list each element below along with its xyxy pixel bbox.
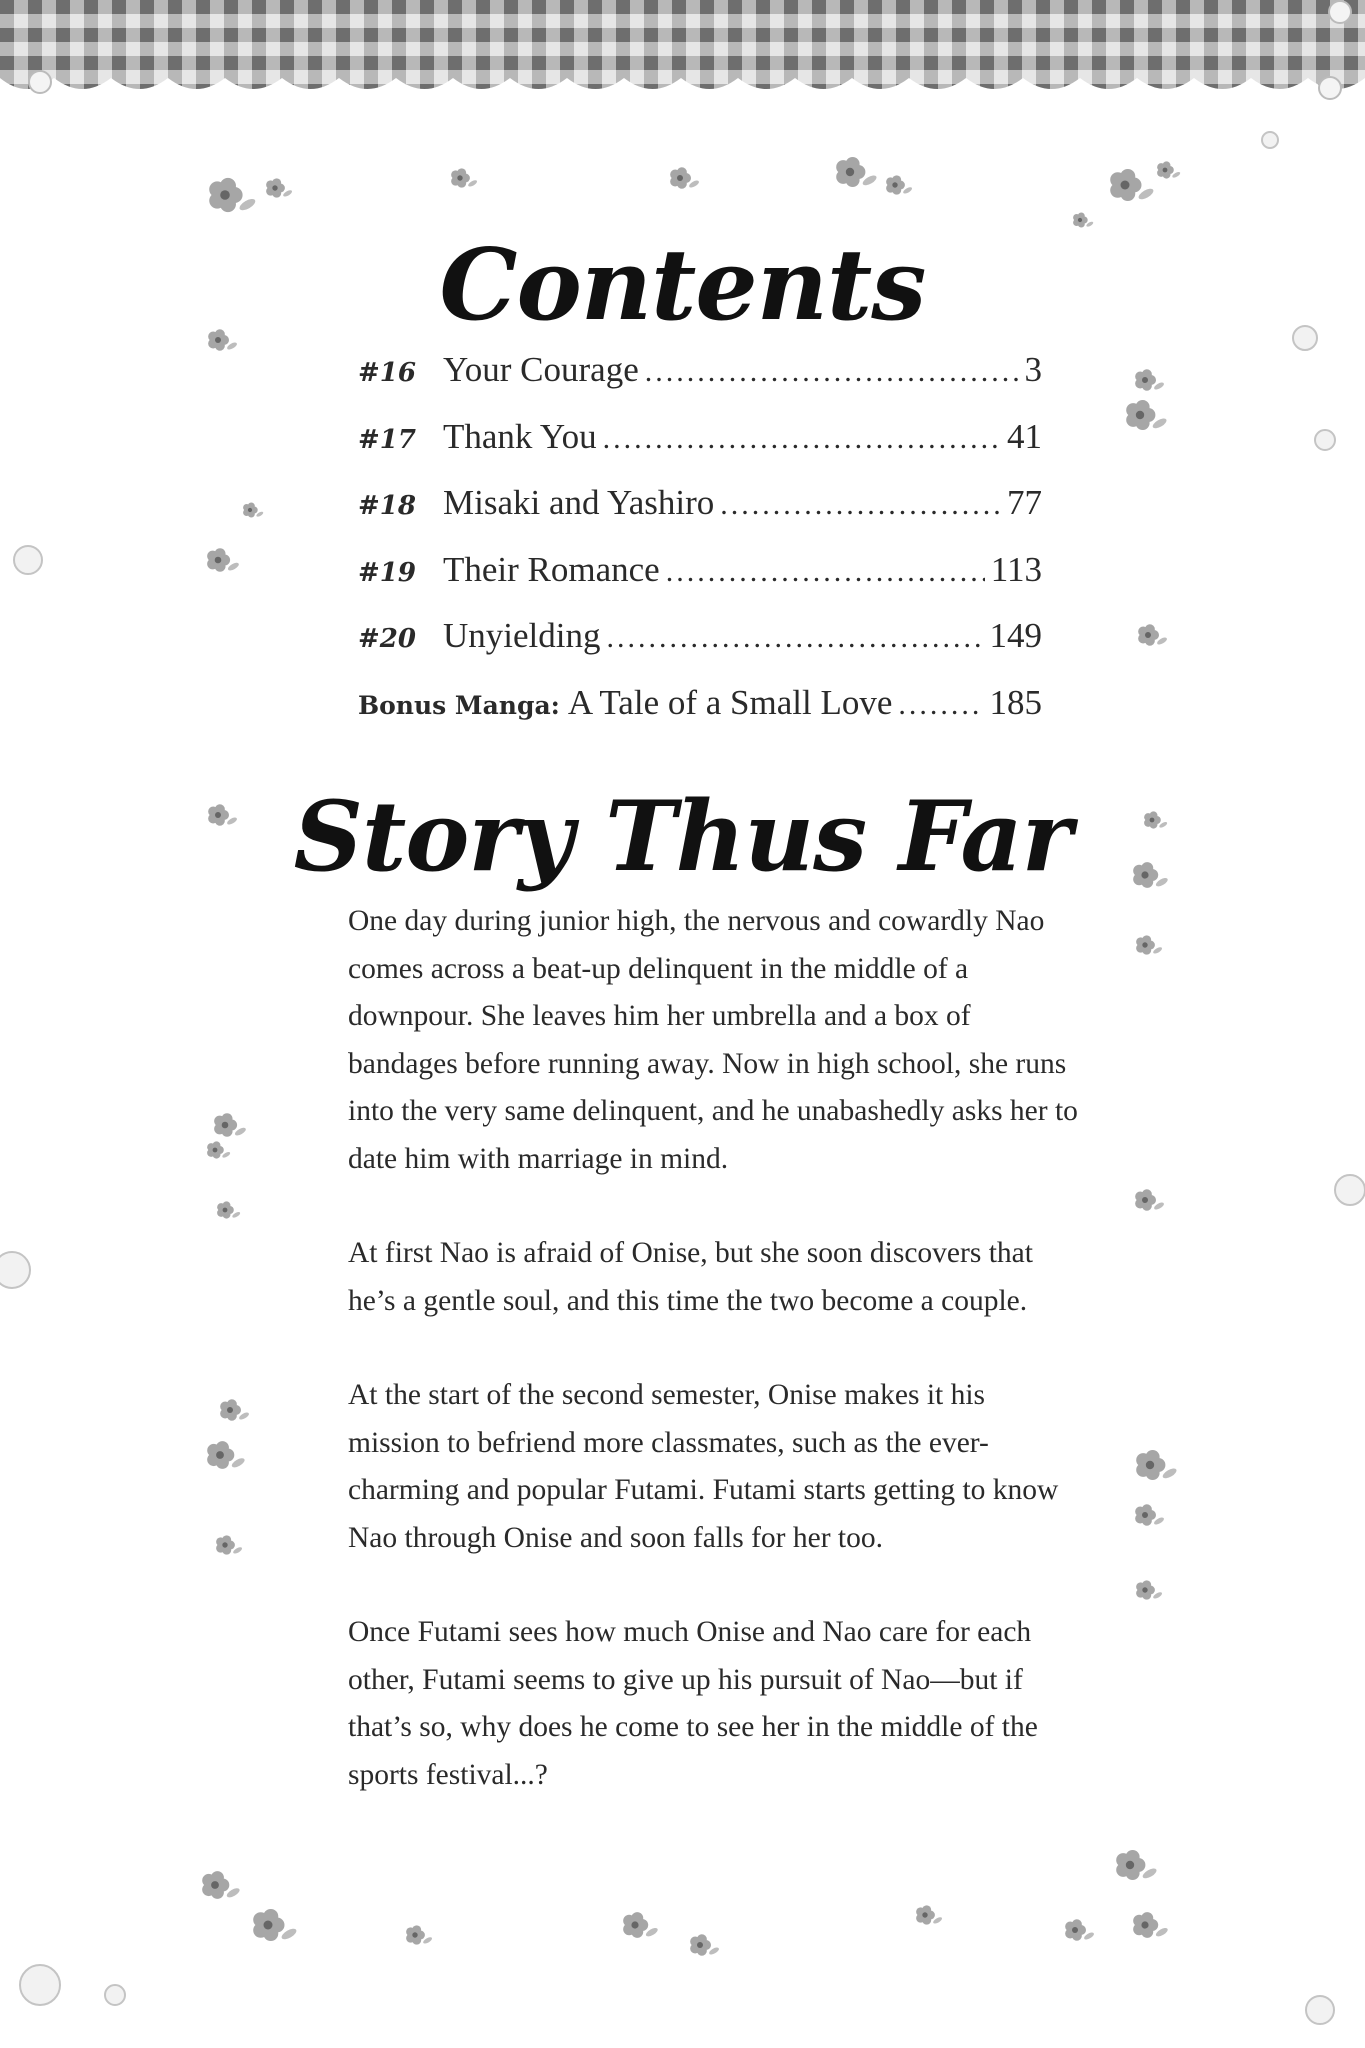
chapter-number: #16 xyxy=(358,358,416,388)
flower-icon xyxy=(214,1113,247,1137)
pearl-icon xyxy=(1315,430,1335,450)
flower-icon xyxy=(1133,1912,1169,1938)
flower-icon xyxy=(1138,624,1168,646)
chapter-title xyxy=(443,417,597,457)
flower-icon xyxy=(1136,1580,1163,1599)
dot-leader xyxy=(720,490,1001,520)
chapter-title-text: Their Romance xyxy=(443,549,660,589)
flower-icon xyxy=(406,1925,433,1944)
flower-icon xyxy=(1135,1504,1165,1526)
pearl-icon xyxy=(20,1965,60,2005)
story-thus-far-title: Story Thus Far xyxy=(293,780,1072,893)
page-number: 113 xyxy=(990,549,1042,589)
flower-icon xyxy=(1136,1450,1178,1480)
flower-icon xyxy=(253,1909,298,1941)
flower-icon xyxy=(217,1201,241,1218)
contents-title: Contents xyxy=(439,228,926,343)
chapter-number: #20 xyxy=(358,624,416,654)
chapter-number: #18 xyxy=(358,491,416,521)
story-paragraph: One day during junior high, the nervous and cowardly Nao comes across a beat-up delinquent in the middle of a downpour. She leaves him her umbrella and a box of bandages before running away. Now in high school, she runs into the very same delinquent, and he unabashedly asks her to date him with marriage in mind. xyxy=(348,905,1078,1175)
story-summary xyxy=(348,898,1078,1846)
dot-leader xyxy=(898,690,983,720)
page-number: 41 xyxy=(1007,416,1042,456)
story-paragraph: Once Futami sees how much Onise and Nao care for each other, Futami seems to give up his pursuit of Nao—but if that’s so, why does he come to see her in the middle of the sports festival...? xyxy=(348,1616,1038,1791)
chapter-title-text: Your Courage xyxy=(443,350,639,389)
flower-icon xyxy=(916,1905,943,1924)
flower-icon xyxy=(1157,161,1181,178)
pearl-icon xyxy=(1335,1175,1365,1205)
dot-leader xyxy=(603,424,1001,454)
flower-icon xyxy=(1110,169,1155,201)
pearl-icon xyxy=(14,546,42,574)
flower-icon xyxy=(207,1441,246,1469)
chapter-title xyxy=(443,483,714,523)
flower-icon xyxy=(886,175,913,194)
flower-icon xyxy=(670,167,700,189)
flower-icon xyxy=(1065,1919,1095,1941)
flower-icon xyxy=(1135,369,1165,391)
flower-icon xyxy=(1135,1189,1165,1211)
flower-icon xyxy=(209,178,257,213)
page-number: 149 xyxy=(989,616,1042,655)
story-paragraph: At the start of the second semester, Onise makes it his mission to befriend more classmates, such as the ever-charming and popular Futami. Futami starts getting to know Nao through Onise and soon falls for her too. xyxy=(348,1379,1059,1554)
flower-icon xyxy=(216,1535,243,1554)
pearl-icon xyxy=(105,1985,125,2005)
chapter-title-text: Unyielding xyxy=(443,616,601,655)
chapter-title xyxy=(358,683,892,723)
flower-icon xyxy=(1116,1850,1158,1880)
flower-icon xyxy=(451,168,478,187)
flower-icon xyxy=(207,1141,231,1158)
flower-icon xyxy=(220,1399,250,1421)
chapter-title xyxy=(443,550,660,590)
chapter-title-text: Misaki and Yashiro xyxy=(443,483,715,522)
chapter-title-text: Thank You xyxy=(443,416,597,456)
flower-icon xyxy=(836,157,878,187)
gingham-border xyxy=(0,0,1365,100)
flower-icon xyxy=(1136,935,1163,954)
flower-icon xyxy=(1126,400,1168,430)
dot-leader xyxy=(666,557,985,587)
flower-icon xyxy=(690,1934,720,1956)
toc-entry xyxy=(358,683,1042,750)
flower-icon xyxy=(243,503,264,518)
chapter-title xyxy=(443,350,639,390)
dot-leader xyxy=(645,357,1019,387)
page-number: 185 xyxy=(989,682,1042,722)
pearl-icon xyxy=(29,71,51,93)
flower-icon xyxy=(202,1871,241,1899)
page-number: 3 xyxy=(1024,350,1042,389)
chapter-title-text: A Tale of a Small Love xyxy=(567,682,893,722)
toc-entry xyxy=(358,350,1042,417)
toc-entry xyxy=(358,417,1042,484)
table-of-contents xyxy=(358,350,1042,749)
pearl-icon xyxy=(1319,77,1341,99)
chapter-title xyxy=(443,616,600,656)
toc-entry xyxy=(358,550,1042,617)
chapter-number: #19 xyxy=(358,557,416,588)
bonus-prefix: Bonus Manga: xyxy=(358,690,560,720)
flower-icon xyxy=(623,1912,659,1938)
dot-leader xyxy=(606,623,983,653)
pearl-icon xyxy=(1306,1996,1334,2024)
toc-entry xyxy=(358,616,1042,683)
pearl-icon xyxy=(0,1252,30,1288)
flower-icon xyxy=(207,548,240,572)
toc-entry xyxy=(358,483,1042,550)
page-number: 77 xyxy=(1007,483,1042,522)
pearl-icon xyxy=(1262,132,1278,148)
chapter-number: #17 xyxy=(358,424,416,455)
flower-icon xyxy=(1073,213,1094,228)
pearl-icon xyxy=(1329,1,1351,23)
story-paragraph: At first Nao is afraid of Onise, but she soon discovers that he’s a gentle soul, and this time the two become a couple. xyxy=(348,1237,1033,1317)
flower-icon xyxy=(266,178,293,197)
